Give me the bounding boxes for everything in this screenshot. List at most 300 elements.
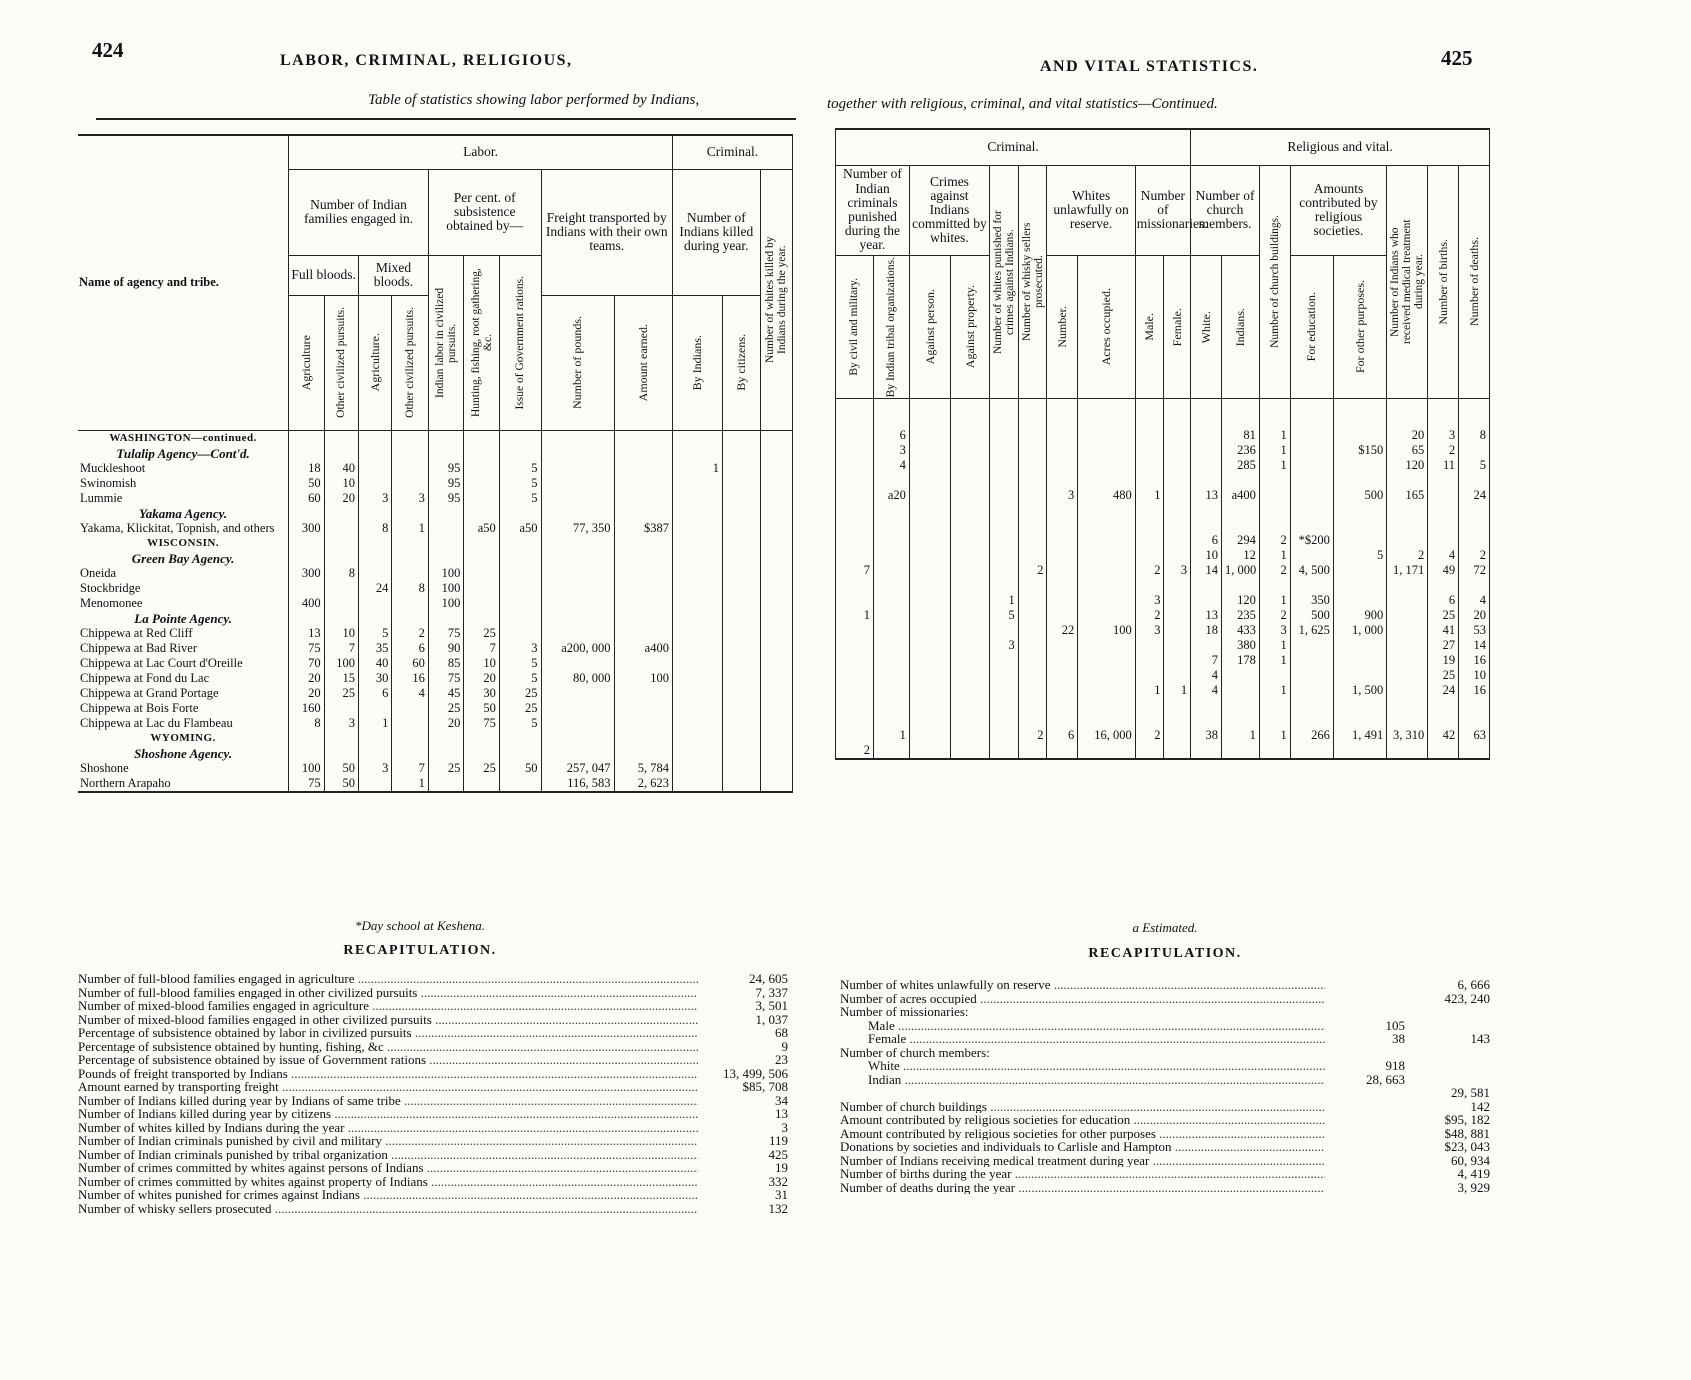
table-cell: 8	[359, 521, 392, 536]
table-cell: 4	[873, 458, 909, 473]
table-cell: 24	[1428, 683, 1459, 698]
empty-cell	[909, 518, 950, 533]
empty-cell	[324, 536, 358, 551]
empty-cell	[1259, 518, 1290, 533]
recap-row	[78, 1161, 788, 1175]
empty-cell	[541, 731, 614, 746]
table-cell	[950, 443, 989, 458]
table-cell	[1221, 683, 1259, 698]
recap-value: 13	[775, 1106, 788, 1121]
table-cell: 30	[359, 671, 392, 686]
male-header: Male.	[1135, 255, 1164, 398]
table-cell	[1290, 428, 1333, 443]
table-row	[78, 656, 793, 671]
table-cell	[359, 776, 392, 792]
recap-subvalue	[1325, 992, 1405, 1006]
empty-cell	[1047, 698, 1078, 713]
empty-cell	[392, 731, 429, 746]
table-cell	[760, 641, 792, 656]
table-cell: 7	[464, 641, 499, 656]
labor-header: Labor.	[289, 135, 673, 169]
recap-value	[1405, 1019, 1490, 1033]
table-cell	[760, 686, 792, 701]
punished-header: Number of Indian criminals punished during the year.	[836, 165, 910, 255]
empty-cell	[464, 506, 499, 521]
table-cell: 160	[289, 701, 324, 716]
table-row	[78, 596, 793, 611]
empty-cell	[950, 713, 989, 728]
recap-label: Number of Indians killed during year by Indians of same tribe .....	[78, 1094, 698, 1108]
table-cell: 5	[989, 608, 1018, 623]
table-cell	[1047, 548, 1078, 563]
table-cell	[950, 683, 989, 698]
table-cell: 1	[1135, 683, 1164, 698]
table-cell	[1047, 443, 1078, 458]
table-cell: 80, 000	[541, 671, 614, 686]
table-cell: 2	[1135, 728, 1164, 743]
table-cell: 50	[324, 761, 358, 776]
table-cell: 70	[289, 656, 324, 671]
empty-cell	[464, 446, 499, 461]
table-cell	[1428, 743, 1459, 759]
table-cell	[836, 638, 874, 653]
table-row	[78, 671, 793, 686]
table-cell: 2	[1428, 443, 1459, 458]
other-purposes-header: For other purposes.	[1333, 255, 1386, 398]
table-cell	[836, 593, 874, 608]
tribe-name: Stockbridge	[78, 581, 289, 596]
empty-cell	[1221, 413, 1259, 428]
table-cell	[614, 701, 672, 716]
empty-cell	[499, 446, 541, 461]
empty-cell	[464, 430, 499, 446]
table-cell: 2	[1135, 563, 1164, 578]
table-cell: 13	[1191, 608, 1222, 623]
empty-cell	[909, 698, 950, 713]
empty-cell	[1191, 398, 1222, 413]
recap-value: $23, 043	[1444, 1139, 1490, 1154]
recap-value: 3, 501	[755, 998, 788, 1013]
white-header: White.	[1191, 255, 1222, 398]
empty-cell	[541, 536, 614, 551]
table-cell: 75	[428, 671, 463, 686]
table-cell: 12	[1221, 548, 1259, 563]
table-cell: 3	[392, 491, 429, 506]
empty-cell	[614, 446, 672, 461]
empty-cell	[289, 551, 324, 566]
recap-label: Number of Indian criminals punished by tribal organization .....	[78, 1148, 698, 1162]
recap-subvalue	[1325, 1086, 1405, 1100]
empty-cell	[1387, 698, 1428, 713]
recap-row	[78, 1188, 788, 1202]
table-cell	[1290, 488, 1333, 503]
empty-cell	[359, 746, 392, 761]
table-cell: 380	[1221, 638, 1259, 653]
table-cell	[723, 596, 761, 611]
recap-row	[840, 1100, 1490, 1114]
table-cell: 50	[499, 761, 541, 776]
empty-cell	[723, 506, 761, 521]
table-cell	[873, 683, 909, 698]
table-cell: 42	[1428, 728, 1459, 743]
table-cell: 100	[324, 656, 358, 671]
empty-cell	[324, 731, 358, 746]
empty-cell	[499, 506, 541, 521]
empty-cell	[672, 746, 722, 761]
recap-label	[840, 1086, 1325, 1100]
table-cell	[464, 776, 499, 792]
table-cell	[873, 743, 909, 759]
recap-row	[840, 1167, 1490, 1181]
empty-cell	[1047, 473, 1078, 488]
table-cell	[672, 701, 722, 716]
tribe-name: Chippewa at Grand Portage	[78, 686, 289, 701]
tribe-name: Chippewa at Bad River	[78, 641, 289, 656]
table-cell: 50	[464, 701, 499, 716]
empty-cell	[672, 430, 722, 446]
agency-label: Tulalip Agency—Cont'd.	[78, 446, 289, 461]
table-cell: a200, 000	[541, 641, 614, 656]
empty-cell	[1191, 518, 1222, 533]
empty-cell	[1047, 713, 1078, 728]
recap-value: 6, 666	[1457, 977, 1490, 992]
table-cell: 16	[1459, 683, 1490, 698]
recap-row	[840, 1032, 1490, 1046]
table-cell: 7	[392, 761, 429, 776]
table-cell	[1047, 608, 1078, 623]
empty-cell	[723, 446, 761, 461]
table-cell	[909, 563, 950, 578]
table-cell	[950, 653, 989, 668]
recap-label: Number of church buildings .....	[840, 1100, 1325, 1114]
recap-subvalue	[1325, 1140, 1405, 1154]
agency-row	[836, 413, 1490, 428]
table-cell	[873, 623, 909, 638]
table-cell	[1428, 488, 1459, 503]
table-cell	[499, 596, 541, 611]
empty-cell	[428, 446, 463, 461]
table-cell: 5	[499, 716, 541, 731]
recap-row	[78, 1053, 788, 1067]
recap-label: Number of acres occupied .....	[840, 992, 1325, 1006]
recap-row	[840, 1154, 1490, 1168]
table-cell: 3	[1428, 428, 1459, 443]
page-number: 425	[1441, 46, 1473, 70]
female-header: Female.	[1164, 255, 1191, 398]
empty-cell	[392, 551, 429, 566]
table-cell: 8	[289, 716, 324, 731]
table-cell	[950, 728, 989, 743]
education-header: For education.	[1290, 255, 1333, 398]
table-cell	[672, 476, 722, 491]
table-row	[836, 533, 1490, 548]
births-header: Number of births.	[1428, 165, 1459, 398]
table-cell	[541, 581, 614, 596]
table-cell	[1078, 458, 1135, 473]
table-cell: 15	[324, 671, 358, 686]
empty-cell	[672, 446, 722, 461]
agency-row	[836, 713, 1490, 728]
table-cell: 13	[1191, 488, 1222, 503]
table-cell	[836, 428, 874, 443]
recap-subvalue	[1325, 1181, 1405, 1195]
table-cell	[672, 581, 722, 596]
empty-cell	[428, 506, 463, 521]
empty-cell	[541, 446, 614, 461]
table-cell	[428, 776, 463, 792]
table-cell: 3	[359, 761, 392, 776]
table-cell	[950, 488, 989, 503]
table-cell: 3	[1259, 623, 1290, 638]
empty-cell	[873, 398, 909, 413]
empty-cell	[1428, 398, 1459, 413]
table-cell: 294	[1221, 533, 1259, 548]
table-cell	[989, 683, 1018, 698]
empty-cell	[499, 746, 541, 761]
empty-cell	[836, 503, 874, 518]
table-cell	[1078, 668, 1135, 683]
table-cell	[1135, 638, 1164, 653]
empty-cell	[1333, 413, 1386, 428]
empty-cell	[1164, 698, 1191, 713]
table-cell: 1	[1259, 458, 1290, 473]
table-cell: 1	[989, 593, 1018, 608]
table-cell	[1018, 593, 1047, 608]
table-cell: 77, 350	[541, 521, 614, 536]
table-cell: 1, 500	[1333, 683, 1386, 698]
table-cell	[1047, 743, 1078, 759]
table-cell	[989, 563, 1018, 578]
table-cell	[723, 581, 761, 596]
number-header: Number.	[1047, 255, 1078, 398]
table-cell: 75	[289, 776, 324, 792]
table-row	[78, 476, 793, 491]
table-cell: 3	[499, 641, 541, 656]
empty-cell	[541, 611, 614, 626]
table-cell: 1	[392, 776, 429, 792]
table-cell: 100	[428, 566, 463, 581]
table-row	[836, 458, 1490, 473]
table-cell: 65	[1387, 443, 1428, 458]
table-subtitle: Table of statistics showing labor performed by Indians,	[368, 92, 700, 108]
table-cell	[1459, 533, 1490, 548]
table-cell: 25	[1428, 608, 1459, 623]
table-cell	[1333, 563, 1386, 578]
table-cell	[909, 668, 950, 683]
table-cell	[1135, 428, 1164, 443]
table-cell	[541, 686, 614, 701]
table-cell: 25	[499, 686, 541, 701]
recap-value	[1405, 1005, 1490, 1019]
empty-cell	[672, 611, 722, 626]
table-cell	[950, 743, 989, 759]
table-cell	[989, 428, 1018, 443]
recap-value: 1, 037	[755, 1011, 788, 1027]
table-cell	[909, 458, 950, 473]
recap-value: 423, 240	[1444, 990, 1490, 1006]
recap-label: Number of Indians killed during year by citizens .....	[78, 1107, 698, 1121]
recap-label: Percentage of subsistence obtained by hunting, fishing, &c .....	[78, 1040, 698, 1054]
table-cell: 6	[873, 428, 909, 443]
empty-cell	[1018, 578, 1047, 593]
recap-row	[840, 1059, 1490, 1073]
table-cell	[836, 548, 874, 563]
empty-cell	[873, 413, 909, 428]
table-cell: 1	[1259, 443, 1290, 458]
recap-label: Male .....	[840, 1019, 1325, 1033]
recap-row	[78, 1026, 788, 1040]
recap-label: Number of church members:	[840, 1045, 990, 1059]
table-cell	[614, 566, 672, 581]
table-cell	[541, 656, 614, 671]
agriculture-mixed-header: Agriculture.	[359, 295, 392, 430]
table-cell	[1259, 488, 1290, 503]
empty-cell	[1221, 713, 1259, 728]
empty-cell	[836, 473, 874, 488]
empty-cell	[1259, 698, 1290, 713]
table-cell	[541, 716, 614, 731]
empty-cell	[1135, 503, 1164, 518]
recap-list	[840, 978, 1490, 1194]
recap-value: 34	[775, 1092, 788, 1108]
table-cell: 4	[392, 686, 429, 701]
criminal-header: Criminal.	[836, 129, 1191, 165]
table-cell	[950, 533, 989, 548]
table-row	[836, 563, 1490, 578]
table-cell	[1387, 683, 1428, 698]
table-cell	[909, 743, 950, 759]
table-cell	[1047, 563, 1078, 578]
table-cell: 5	[499, 461, 541, 476]
table-row	[836, 653, 1490, 668]
recap-row	[78, 1067, 788, 1081]
table-cell	[614, 596, 672, 611]
table-cell	[1333, 428, 1386, 443]
empty-cell	[1428, 473, 1459, 488]
recap-label: Amount earned by transporting freight .....	[78, 1080, 698, 1094]
recap-value	[1405, 1046, 1490, 1060]
recap-label: Number of whites punished for crimes against Indians .....	[78, 1188, 698, 1202]
table-cell: 49	[1428, 563, 1459, 578]
empty-cell	[1191, 698, 1222, 713]
empty-cell	[1428, 578, 1459, 593]
table-cell	[324, 521, 358, 536]
table-cell	[541, 626, 614, 641]
empty-cell	[499, 731, 541, 746]
running-head: LABOR, CRIMINAL, RELIGIOUS,	[280, 52, 573, 69]
table-cell	[1135, 443, 1164, 458]
empty-cell	[1333, 473, 1386, 488]
table-cell	[359, 596, 392, 611]
table-cell	[723, 491, 761, 506]
empty-cell	[1221, 518, 1259, 533]
recap-row	[78, 999, 788, 1013]
empty-cell	[909, 578, 950, 593]
table-cell	[614, 491, 672, 506]
recap-label: Amount contributed by religious societies for other purposes .....	[840, 1127, 1325, 1141]
empty-cell	[1259, 413, 1290, 428]
table-cell	[672, 671, 722, 686]
table-cell	[1164, 428, 1191, 443]
empty-cell	[873, 518, 909, 533]
empty-cell	[1290, 473, 1333, 488]
table-cell	[989, 623, 1018, 638]
agency-row	[78, 611, 793, 626]
table-cell	[1164, 728, 1191, 743]
table-row	[836, 443, 1490, 458]
table-cell: 1	[1259, 548, 1290, 563]
table-cell: 480	[1078, 488, 1135, 503]
table-cell	[836, 443, 874, 458]
table-cell: 8	[1459, 428, 1490, 443]
table-cell	[760, 716, 792, 731]
table-cell: 25	[428, 761, 463, 776]
table-cell: 120	[1387, 458, 1428, 473]
table-cell	[723, 521, 761, 536]
tribe-name: Chippewa at Bois Forte	[78, 701, 289, 716]
table-cell: 5	[499, 476, 541, 491]
table-cell: 500	[1290, 608, 1333, 623]
table-cell: 300	[289, 566, 324, 581]
table-cell: *$200	[1290, 533, 1333, 548]
table-cell	[1164, 623, 1191, 638]
table-cell: 10	[1459, 668, 1490, 683]
table-cell	[909, 593, 950, 608]
killed-header: Number of Indians killed during year.	[672, 169, 760, 295]
empty-cell	[1459, 398, 1490, 413]
empty-cell	[836, 398, 874, 413]
table-cell: 41	[1428, 623, 1459, 638]
table-cell	[873, 608, 909, 623]
empty-cell	[989, 413, 1018, 428]
table-cell: 50	[324, 776, 358, 792]
recap-row	[78, 1121, 788, 1135]
running-head: AND VITAL STATISTICS.	[1040, 58, 1259, 75]
recap-subvalue	[1325, 1127, 1405, 1141]
empty-cell	[614, 430, 672, 446]
table-cell	[1164, 638, 1191, 653]
empty-cell	[428, 536, 463, 551]
empty-cell	[428, 551, 463, 566]
empty-cell	[1078, 398, 1135, 413]
recap-label: Percentage of subsistence obtained by issue of Government rations .....	[78, 1053, 698, 1067]
table-cell: 2	[1387, 548, 1428, 563]
table-cell	[1018, 443, 1047, 458]
empty-cell	[1164, 398, 1191, 413]
empty-cell	[1387, 518, 1428, 533]
table-cell	[324, 581, 358, 596]
recap-value: 9	[781, 1038, 788, 1054]
table-cell: 85	[428, 656, 463, 671]
table-cell	[950, 428, 989, 443]
table-cell: 1	[392, 521, 429, 536]
table-row	[836, 638, 1490, 653]
pounds-header: Number of pounds.	[541, 295, 614, 430]
table-cell	[1018, 488, 1047, 503]
empty-cell	[1018, 518, 1047, 533]
table-cell	[723, 566, 761, 581]
table-cell: 63	[1459, 728, 1490, 743]
recap-label: Donations by societies and individuals to Carlisle and Hampton .....	[840, 1140, 1325, 1154]
table-cell	[1459, 743, 1490, 759]
recap-subvalue	[1325, 978, 1405, 992]
empty-cell	[836, 413, 874, 428]
empty-cell	[1135, 698, 1164, 713]
recap-subvalue	[1325, 1046, 1405, 1060]
empty-cell	[1290, 713, 1333, 728]
table-cell	[760, 581, 792, 596]
table-cell: 24	[1459, 488, 1490, 503]
